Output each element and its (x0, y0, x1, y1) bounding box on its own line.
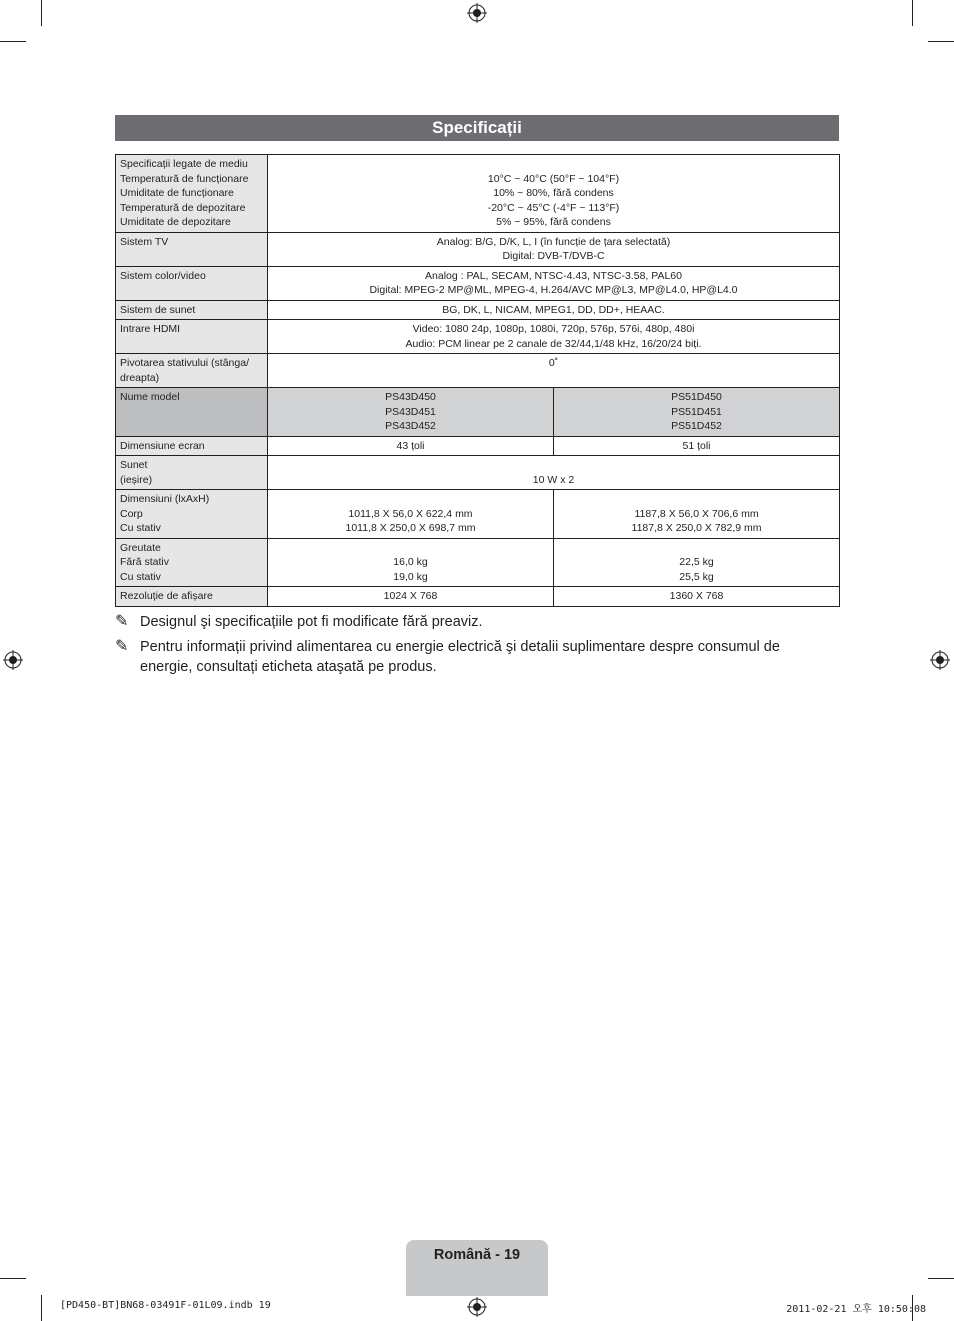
value-line: 10°C ~ 40°C (50°F ~ 104°F) (487, 172, 620, 185)
row-label (116, 490, 268, 539)
value-line: 19,0 kg (393, 570, 428, 583)
row-label (116, 456, 268, 490)
value-line: PS43D451 (385, 405, 436, 418)
note-item (115, 637, 805, 677)
footer-file: [PD450-BT]BN68-03491F-01L09.indb 19 (60, 1300, 271, 1311)
value-line: 10 W x 2 (532, 473, 575, 486)
row-value (268, 232, 840, 266)
registration-mark-icon (467, 3, 487, 23)
value-line: Analog: B/G, D/K, L, I (în funcție de țara selectată) (436, 235, 671, 248)
row-value (554, 490, 840, 539)
value-line: -20°C ~ 45°C (-4°F ~ 113°F) (487, 201, 620, 214)
label-line: Umiditate de depozitare (120, 216, 231, 228)
label-line: Dimensiuni (lxAxH) (120, 493, 210, 505)
note-text: Designul şi specificațiile pot fi modificate fără preaviz. (140, 614, 483, 630)
value-line: 10% ~ 80%, fără condens (493, 187, 614, 199)
pencil-icon: ✎ (115, 613, 129, 630)
row-value (554, 388, 840, 437)
row-label: Intrare HDMI (116, 320, 268, 354)
value-line: PS51D450 (671, 391, 722, 403)
row-label (116, 155, 268, 233)
label-line: Temperatură de depozitare (120, 201, 246, 214)
notes-section (115, 612, 805, 682)
label-line: Pivotarea stativului (stânga/ (120, 357, 249, 369)
row-value (268, 320, 840, 354)
row-label: Sistem TV (116, 232, 268, 266)
page-title: Specificații (115, 115, 839, 141)
table-row (116, 456, 840, 490)
value-line: 5% ~ 95%, fără condens (496, 216, 611, 228)
label-line: Fără stativ (120, 556, 170, 568)
row-value (268, 155, 840, 233)
value-line: Digital: DVB-T/DVB-C (502, 250, 605, 262)
row-value: 51 țoli (554, 436, 840, 456)
crop-mark (41, 0, 42, 26)
row-label (116, 354, 268, 388)
page-number: Română - 19 (433, 1247, 521, 1263)
label-line: Specificații legate de mediu (120, 158, 248, 170)
row-value (268, 456, 840, 490)
label-line: dreapta) (120, 371, 160, 384)
table-row (116, 354, 840, 388)
row-value: 1024 X 768 (268, 587, 554, 607)
crop-mark (912, 0, 913, 26)
row-value (268, 490, 554, 539)
value-line: PS43D452 (385, 420, 436, 432)
crop-mark (928, 41, 954, 42)
row-label: Dimensiune ecran (116, 436, 268, 456)
crop-mark (0, 41, 26, 42)
label-line: Corp (120, 507, 143, 520)
page-number-tab (406, 1240, 548, 1296)
crop-mark (0, 1278, 26, 1279)
label-line: Cu stativ (120, 570, 161, 583)
registration-mark-icon (3, 650, 23, 670)
table-row (116, 266, 840, 300)
table-row (116, 436, 840, 456)
value-line: Digital: MPEG-2 MP@ML, MPEG-4, H.264/AVC MP@L3, MP@L4.0, HP@L4.0 (369, 284, 738, 296)
crop-mark (928, 1278, 954, 1279)
table-row (116, 587, 840, 607)
row-label (116, 538, 268, 587)
row-value (268, 538, 554, 587)
table-row (116, 155, 840, 233)
label-line: Temperatură de funcționare (120, 172, 249, 185)
row-label: Sistem de sunet (116, 300, 268, 320)
value-line: 22,5 kg (679, 556, 714, 568)
table-row (116, 490, 840, 539)
row-label: Nume model (116, 388, 268, 437)
registration-mark-icon (467, 1297, 487, 1317)
note-item (115, 612, 805, 632)
registration-mark-icon (930, 650, 950, 670)
label-line: (ieșire) (120, 473, 153, 486)
footer-timestamp: 2011-02-21 오후 10:50:08 (786, 1304, 926, 1315)
value-line: 1187,8 X 250,0 X 782,9 mm (631, 522, 762, 534)
label-line: Greutate (120, 541, 161, 554)
pencil-icon: ✎ (115, 638, 129, 655)
spec-table (115, 154, 840, 607)
row-value (554, 538, 840, 587)
row-value: 0˚ (268, 354, 840, 388)
value-line: 1187,8 X 56,0 X 706,6 mm (634, 507, 759, 520)
value-line: Audio: PCM linear pe 2 canale de 32/44,1/48 kHz, 16/20/24 biți. (405, 337, 702, 350)
row-value: BG, DK, L, NICAM, MPEG1, DD, DD+, HEAAC. (268, 300, 840, 320)
value-line: PS51D451 (671, 405, 722, 418)
table-row (116, 538, 840, 587)
label-line: Sunet (120, 459, 148, 471)
table-row (116, 300, 840, 320)
note-text: Pentru informații privind alimentarea cu energie electrică şi detalii suplimentare despre consumul de energie, consultați eticheta ataşată pe produs. (140, 639, 780, 675)
value-line: 1011,8 X 56,0 X 622,4 mm (348, 507, 473, 520)
table-row (116, 232, 840, 266)
label-line: Cu stativ (120, 522, 161, 534)
row-value (268, 388, 554, 437)
crop-mark (41, 1295, 42, 1321)
value-line: 16,0 kg (393, 556, 428, 568)
table-row (116, 388, 840, 437)
value-line: Analog : PAL, SECAM, NTSC-4.43, NTSC-3.58, PAL60 (425, 269, 682, 282)
value-line: PS43D450 (385, 391, 436, 403)
value-line: PS51D452 (671, 420, 722, 432)
row-value (268, 266, 840, 300)
row-label: Sistem color/video (116, 266, 268, 300)
value-line: 1011,8 X 250,0 X 698,7 mm (345, 522, 476, 534)
row-value: 43 țoli (268, 436, 554, 456)
row-label: Rezoluție de afișare (116, 587, 268, 607)
table-row (116, 320, 840, 354)
value-line: 25,5 kg (679, 570, 714, 583)
row-value: 1360 X 768 (554, 587, 840, 607)
label-line: Umiditate de funcționare (120, 187, 234, 199)
value-line: Video: 1080 24p, 1080p, 1080i, 720p, 576p, 576i, 480p, 480i (412, 323, 695, 335)
